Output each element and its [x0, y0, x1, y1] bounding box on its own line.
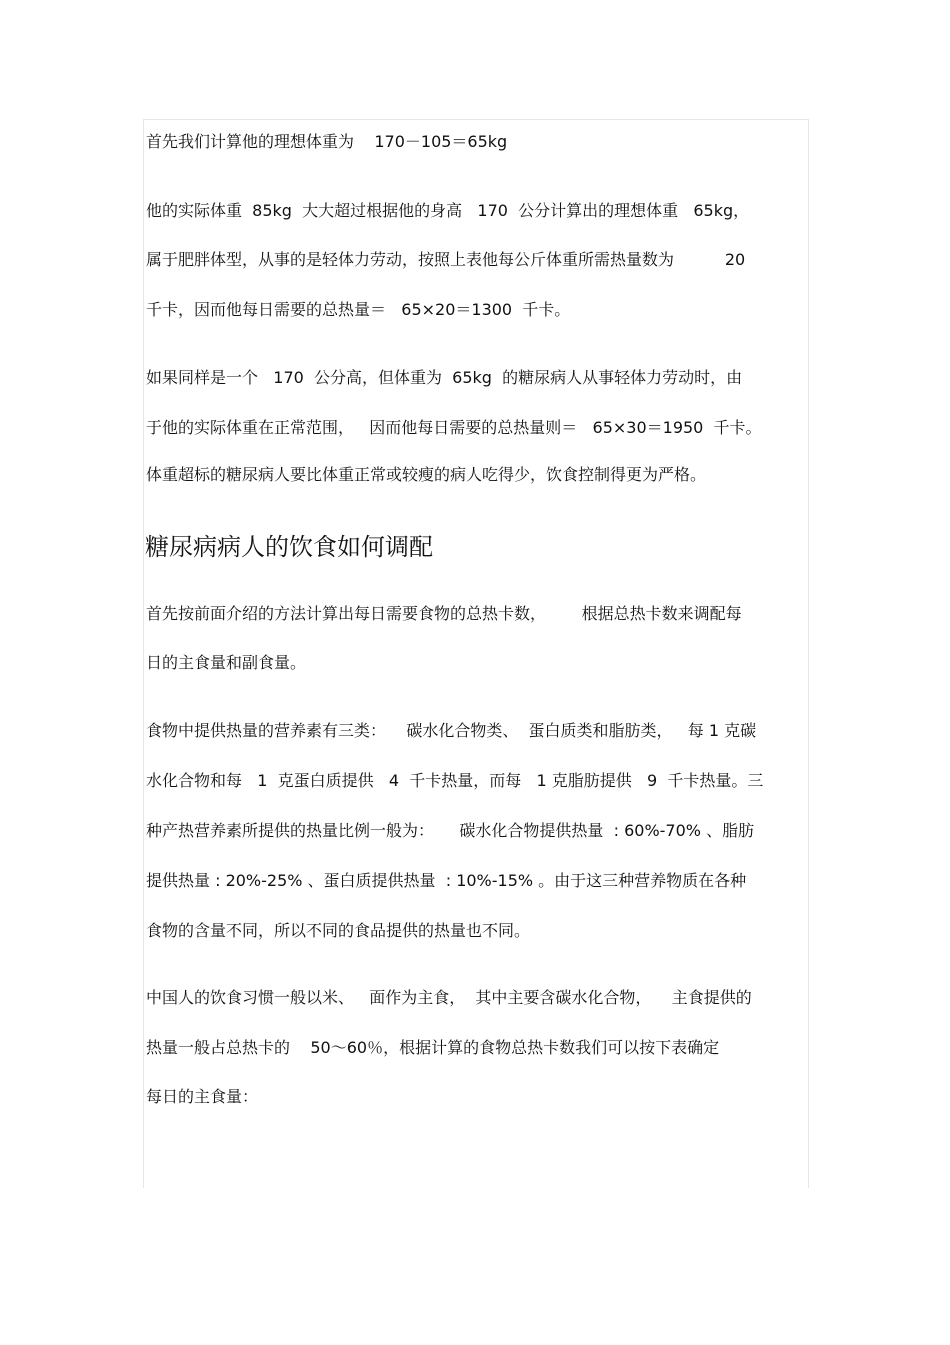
paragraph-actual-weight-line-2: 属于肥胖体型，从事的是轻体力劳动，按照上表他每公斤体重所需热量数为 20 [146, 250, 746, 269]
paragraph-ideal-weight: 首先我们计算他的理想体重为 170－105＝65kg [146, 132, 508, 151]
paragraph-staple-food-line-2: 热量一般占总热卡的 50～60％，根据计算的食物总热卡数我们可以按下表确定 [146, 1038, 720, 1057]
paragraph-diet-plan-line-1: 首先按前面介绍的方法计算出每日需要食物的总热卡数， 根据总热卡数来调配每 [146, 604, 742, 623]
paragraph-nutrients-line-3: 种产热营养素所提供的热量比例一般为： 碳水化合物提供热量 : 60%-70% 、脂肪 [146, 821, 755, 840]
paragraph-staple-food-line-1: 中国人的饮食习惯一般以米、 面作为主食， 其中主要含碳水化合物， 主食提供的 [146, 988, 752, 1007]
paragraph-nutrients-line-1: 食物中提供热量的营养素有三类： 碳水化合物类、 蛋白质类和脂肪类， 每 1 克碳 [146, 721, 757, 740]
paragraph-normal-weight-line-3: 体重超标的糖尿病人要比体重正常或较瘦的病人吃得少，饮食控制得更为严格。 [146, 465, 707, 484]
paragraph-normal-weight-line-1: 如果同样是一个 170 公分高，但体重为 65kg 的糖尿病人从事轻体力劳动时，由 [146, 368, 743, 387]
paragraph-nutrients-line-5: 食物的含量不同，所以不同的食品提供的热量也不同。 [146, 921, 531, 940]
paragraph-staple-food-line-3: 每日的主食量： [146, 1087, 259, 1106]
section-heading: 糖尿病病人的饮食如何调配 [145, 533, 433, 561]
paragraph-actual-weight-line-1: 他的实际体重 85kg 大大超过根据他的身高 170 公分计算出的理想体重 65kg， [146, 201, 750, 220]
paragraph-nutrients-line-4: 提供热量 : 20%-25% 、蛋白质提供热量 : 10%-15% 。由于这三种营养物质在各种 [146, 871, 747, 890]
paragraph-normal-weight-line-2: 于他的实际体重在正常范围， 因而他每日需要的总热量则＝ 65×30＝1950 千卡。 [146, 418, 762, 437]
paragraph-diet-plan-line-2: 日的主食量和副食量。 [146, 653, 307, 672]
paragraph-actual-weight-line-3: 千卡，因而他每日需要的总热量＝ 65×20＝1300 千卡。 [146, 300, 571, 319]
paragraph-nutrients-line-2: 水化合物和每 1 克蛋白质提供 4 千卡热量，而每 1 克脂肪提供 9 千卡热量。三 [146, 771, 764, 790]
